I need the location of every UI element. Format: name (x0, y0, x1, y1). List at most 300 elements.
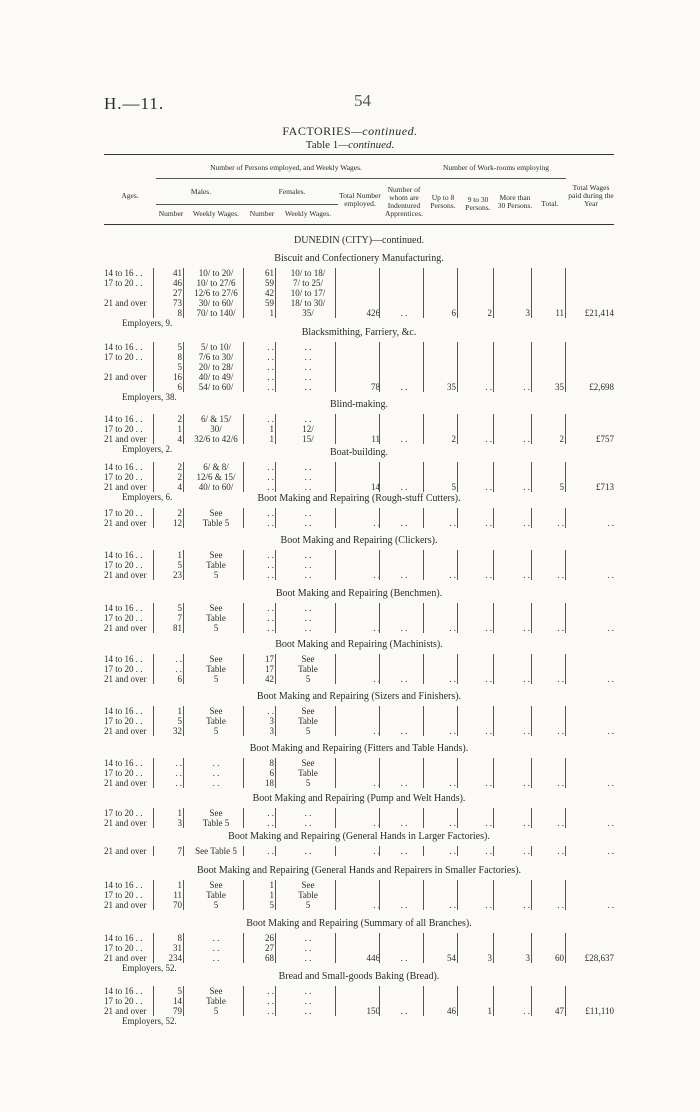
cell-tot: . . (373, 623, 380, 633)
table-row (104, 674, 614, 684)
cell-mw: 5 (213, 1006, 219, 1016)
column-rule (243, 880, 244, 910)
cell-m30: . . (523, 518, 530, 528)
cell-age: 21 and over (104, 623, 147, 633)
cell-age: 14 to 16 . . (104, 414, 143, 424)
column-rule (457, 414, 458, 444)
column-rule (423, 342, 424, 392)
column-rule (531, 414, 532, 444)
cell-t: 47 (555, 1006, 564, 1016)
column-rule (243, 603, 244, 633)
cell-mn: 2 (177, 414, 182, 424)
cell-age: 17 to 20 . . (104, 996, 143, 1006)
cell-wages: . . (607, 674, 614, 684)
column-rule (457, 462, 458, 492)
cell-fn: . . (267, 362, 274, 372)
cell-tot: . . (373, 726, 380, 736)
column-rule (335, 933, 336, 963)
table-row (104, 508, 614, 518)
cell-u8: 6 (451, 308, 456, 318)
cell-m30: . . (523, 778, 530, 788)
column-rule (493, 933, 494, 963)
cell-fw: 5 (305, 674, 311, 684)
table-row (104, 933, 614, 943)
column-rule (335, 414, 336, 444)
cell-n30: . . (485, 482, 492, 492)
column-rule (275, 986, 276, 1016)
cell-u8: . . (449, 818, 456, 828)
column-rule (457, 846, 458, 856)
employers-count: Employers, 38. (122, 392, 177, 402)
table-row (104, 482, 614, 492)
column-rule (531, 808, 532, 828)
column-rule (183, 603, 184, 633)
column-rule (379, 654, 380, 684)
cell-fn: . . (267, 818, 274, 828)
cell-mw: 5 (213, 726, 219, 736)
cell-m30: . . (523, 846, 530, 856)
cell-fn: 61 (265, 268, 274, 278)
cell-fw: . . (304, 352, 312, 362)
column-rule (275, 880, 276, 910)
cell-mw: 20/ to 28/ (198, 362, 234, 372)
table-row (104, 880, 614, 890)
cell-tot: . . (373, 818, 380, 828)
column-rule (153, 880, 154, 910)
cell-fw: 5 (305, 778, 311, 788)
nine-to-30-header: 9 to 30 Persons. (465, 195, 491, 212)
cell-n30: . . (485, 818, 492, 828)
cell-mw: 5 (213, 674, 219, 684)
column-rule (423, 654, 424, 684)
cell-fn: 17 (265, 664, 274, 674)
employers-count: Employers, 9. (122, 318, 173, 328)
column-rule (423, 550, 424, 580)
cell-mw: See (209, 986, 223, 996)
column-rule (493, 758, 494, 788)
cell-age: 17 to 20 . . (104, 613, 143, 623)
cell-mw: See (209, 808, 223, 818)
cell-age: 17 to 20 . . (104, 890, 143, 900)
cell-age: 17 to 20 . . (104, 508, 143, 518)
cell-tot: . . (373, 518, 380, 528)
cell-mw: . . (212, 778, 220, 788)
cell-t: . . (557, 674, 564, 684)
column-rule (335, 706, 336, 736)
column-rule (243, 550, 244, 580)
cell-mn: . . (175, 778, 182, 788)
cell-age: 17 to 20 . . (104, 352, 143, 362)
column-rule (457, 268, 458, 318)
cell-mw: 30/ (210, 424, 222, 434)
column-rule (423, 880, 424, 910)
cell-age: 17 to 20 . . (104, 664, 143, 674)
table-row (104, 550, 614, 560)
column-rule (565, 846, 566, 856)
cell-fn: 27 (265, 943, 274, 953)
column-rule (493, 603, 494, 633)
cell-mn: 5 (177, 603, 182, 613)
table-row (104, 298, 614, 308)
cell-mw: 5 (213, 570, 219, 580)
column-rule (457, 706, 458, 736)
table-row (104, 288, 614, 298)
column-rule (565, 986, 566, 1016)
cell-ind: . . (400, 308, 408, 318)
cell-mn: 11 (173, 890, 182, 900)
cell-mn: 32 (173, 726, 182, 736)
column-rule (493, 342, 494, 392)
cell-tot: 446 (366, 953, 380, 963)
column-rule (493, 706, 494, 736)
column-rule (531, 986, 532, 1016)
cell-age: 14 to 16 . . (104, 654, 143, 664)
column-rule (565, 268, 566, 318)
column-rule (423, 414, 424, 444)
column-rule (531, 758, 532, 788)
table-subtitle (0, 139, 700, 151)
column-rule (153, 933, 154, 963)
cell-fw: . . (304, 508, 312, 518)
cell-u8: 2 (451, 434, 456, 444)
column-rule (335, 508, 336, 528)
column-rule (153, 603, 154, 633)
cell-age: 21 and over (104, 482, 147, 492)
column-rule (379, 508, 380, 528)
cell-fn: 1 (269, 890, 274, 900)
column-rule (275, 706, 276, 736)
cell-age: 14 to 16 . . (104, 268, 143, 278)
cell-age: 17 to 20 . . (104, 808, 143, 818)
section-title: Boot Making and Repairing (Pump and Welt Hands). (252, 793, 466, 804)
cell-fw: . . (304, 382, 312, 392)
column-rule (243, 654, 244, 684)
cell-tot: 150 (366, 1006, 380, 1016)
cell-mw: 30/ to 60/ (198, 298, 234, 308)
column-rule (243, 268, 244, 318)
cell-mw: Table 5 (202, 818, 230, 828)
cell-ind: . . (400, 953, 408, 963)
cell-age: 14 to 16 . . (104, 550, 143, 560)
cell-mn: . . (175, 768, 182, 778)
total-wages-header: Total Wages paid during the Year (568, 183, 614, 208)
cell-mw: Table (206, 890, 226, 900)
cell-age: 14 to 16 . . (104, 706, 143, 716)
cell-age: 21 and over (104, 434, 147, 444)
cell-mw: . . (212, 953, 220, 963)
table-row (104, 434, 614, 444)
column-rule (493, 550, 494, 580)
cell-fn: . . (267, 986, 274, 996)
column-rule (335, 342, 336, 392)
cell-mn: 27 (173, 288, 182, 298)
cell-mn: 1 (177, 550, 182, 560)
column-rule (493, 654, 494, 684)
cell-wages: . . (607, 623, 614, 633)
cell-n30: 3 (487, 953, 492, 963)
cell-age: 21 and over (104, 372, 147, 382)
cell-fn: . . (267, 623, 274, 633)
cell-mn: 6 (177, 674, 182, 684)
cell-ind: . . (400, 900, 408, 910)
column-rule (423, 758, 424, 788)
cell-fn: 8 (269, 758, 274, 768)
table-row (104, 758, 614, 768)
page-series-code: H.—11. (104, 94, 165, 113)
column-rule (493, 508, 494, 528)
column-rule (379, 550, 380, 580)
column-rule (243, 758, 244, 788)
cell-u8: . . (449, 570, 456, 580)
cell-age: 14 to 16 . . (104, 603, 143, 613)
cell-fn: . . (267, 846, 274, 856)
column-rule (243, 462, 244, 492)
cell-n30: . . (485, 434, 492, 444)
cell-mn: 6 (177, 382, 182, 392)
table-row (104, 986, 614, 996)
column-rule (379, 603, 380, 633)
cell-fw: 10/ to 17/ (290, 288, 326, 298)
cell-wages: £713 (596, 482, 614, 492)
cell-fw: . . (304, 550, 312, 560)
cell-age: 21 and over (104, 1006, 147, 1016)
cell-mn: 12 (173, 518, 182, 528)
cell-wages: . . (607, 726, 614, 736)
cell-tot: . . (373, 900, 380, 910)
column-rule (183, 846, 184, 856)
table-row (104, 664, 614, 674)
column-rule (243, 808, 244, 828)
column-rule (243, 933, 244, 963)
cell-mn: 70 (173, 900, 182, 910)
column-rule (183, 706, 184, 736)
section-title: Boot Making and Repairing (Summary of all Branches). (246, 918, 472, 929)
cell-fn: . . (267, 808, 274, 818)
column-rule (423, 706, 424, 736)
cell-fw: Table (298, 768, 318, 778)
cell-mn: 7 (177, 846, 182, 856)
column-rule (153, 508, 154, 528)
city-heading: DUNEDIN (CITY)—continued. (294, 235, 424, 246)
page-title (0, 124, 700, 139)
cell-mn: 5 (177, 716, 182, 726)
cell-age: 21 and over (104, 846, 147, 856)
table-row (104, 623, 614, 633)
cell-t: . . (557, 778, 564, 788)
column-rule (153, 342, 154, 392)
cell-mn: 234 (168, 953, 182, 963)
cell-fn: . . (267, 613, 274, 623)
column-rule (275, 846, 276, 856)
cell-mn: 4 (177, 434, 182, 444)
cell-m30: . . (523, 434, 530, 444)
column-rule (531, 462, 532, 492)
cell-mw: Table (206, 613, 226, 623)
cell-fn: . . (267, 352, 274, 362)
cell-mn: 1 (177, 808, 182, 818)
cell-fw: . . (304, 1006, 312, 1016)
column-rule (531, 342, 532, 392)
cell-mn: 5 (177, 560, 182, 570)
cell-fw: . . (304, 943, 312, 953)
cell-mw: See Table 5 (195, 846, 237, 856)
cell-mn: 23 (173, 570, 182, 580)
table-row (104, 808, 614, 818)
cell-u8: 5 (451, 482, 456, 492)
cell-u8: . . (449, 900, 456, 910)
table-row (104, 953, 614, 963)
cell-wages: . . (607, 900, 614, 910)
cell-fn: 5 (269, 900, 274, 910)
cell-fw: . . (304, 560, 312, 570)
cell-tot: . . (373, 846, 380, 856)
cell-age: 17 to 20 . . (104, 943, 143, 953)
header-bottom-rule (104, 224, 614, 225)
cell-fw: 15/ (302, 434, 314, 444)
column-rule (243, 846, 244, 856)
column-rule (457, 758, 458, 788)
cell-u8: 46 (447, 1006, 456, 1016)
cell-fw: . . (304, 570, 312, 580)
cell-fn: . . (267, 603, 274, 613)
cell-m30: . . (523, 674, 530, 684)
employers-count: Employers, 2. (122, 444, 173, 454)
cell-fn: . . (267, 550, 274, 560)
table-row (104, 424, 614, 434)
column-rule (493, 880, 494, 910)
cell-mn: 5 (177, 986, 182, 996)
cell-age: 17 to 20 . . (104, 716, 143, 726)
cell-fn: . . (267, 1006, 274, 1016)
cell-mn: 8 (177, 933, 182, 943)
column-rule (379, 758, 380, 788)
column-rule (457, 342, 458, 392)
females-number-header: Number (249, 209, 275, 218)
cell-mn: 8 (177, 352, 182, 362)
females-header: Females. (278, 187, 306, 196)
header-rule-2 (156, 204, 338, 205)
table-row (104, 778, 614, 788)
cell-t: . . (557, 726, 564, 736)
cell-tot: 11 (371, 434, 380, 444)
cell-fn: 1 (269, 308, 274, 318)
cell-fw: Table (298, 664, 318, 674)
cell-m30: 3 (525, 308, 530, 318)
cell-age: 14 to 16 . . (104, 758, 143, 768)
cell-age: 17 to 20 . . (104, 768, 143, 778)
cell-fn: . . (267, 414, 274, 424)
column-rule (153, 550, 154, 580)
cell-m30: . . (523, 570, 530, 580)
cell-fn: . . (267, 382, 274, 392)
cell-fn: . . (267, 482, 274, 492)
column-rule (335, 880, 336, 910)
column-rule (379, 414, 380, 444)
cell-ind: . . (400, 1006, 408, 1016)
cell-mn: 2 (177, 472, 182, 482)
cell-mn: . . (175, 654, 182, 664)
column-rule (153, 758, 154, 788)
column-rule (183, 808, 184, 828)
cell-fw: . . (304, 953, 312, 963)
cell-t: . . (557, 846, 564, 856)
table-row (104, 518, 614, 528)
column-rule (423, 808, 424, 828)
table-row (104, 414, 614, 424)
cell-age: 21 and over (104, 674, 147, 684)
cell-ind: . . (400, 623, 408, 633)
cell-mn: 14 (173, 996, 182, 1006)
cell-mw: 7/6 to 30/ (198, 352, 234, 362)
table-row (104, 268, 614, 278)
column-rule (531, 268, 532, 318)
column-rule (423, 268, 424, 318)
cell-fn: . . (267, 462, 274, 472)
column-rule (335, 462, 336, 492)
indentured-header: Number of whom are Indentured Apprentices. (384, 185, 424, 218)
cell-mw: See (209, 880, 223, 890)
cell-age: 21 and over (104, 778, 147, 788)
more-than-30-header: More than 30 Persons. (497, 193, 533, 210)
cell-n30: . . (485, 674, 492, 684)
cell-u8: 54 (447, 953, 456, 963)
cell-t: 35 (555, 382, 564, 392)
column-rule (423, 933, 424, 963)
column-rule (423, 986, 424, 1016)
cell-fn: 1 (269, 880, 274, 890)
column-rule (379, 986, 380, 1016)
cell-age: 14 to 16 . . (104, 880, 143, 890)
cell-fw: 5 (305, 726, 311, 736)
column-rule (275, 933, 276, 963)
cell-mn: 73 (173, 298, 182, 308)
column-rule (423, 508, 424, 528)
cell-n30: 2 (487, 308, 492, 318)
column-rule (275, 342, 276, 392)
column-rule (565, 550, 566, 580)
cell-mn: 46 (173, 278, 182, 288)
cell-age: 21 and over (104, 518, 147, 528)
cell-n30: . . (485, 570, 492, 580)
column-rule (335, 654, 336, 684)
cell-fn: 68 (265, 953, 274, 963)
column-rule (275, 603, 276, 633)
cell-age: 17 to 20 . . (104, 560, 143, 570)
cell-mw: 70/ to 140/ (196, 308, 236, 318)
cell-fn: . . (267, 472, 274, 482)
cell-u8: . . (449, 518, 456, 528)
column-rule (379, 706, 380, 736)
cell-t: 5 (559, 482, 564, 492)
column-rule (183, 933, 184, 963)
cell-fw: . . (304, 613, 312, 623)
cell-tot: . . (373, 570, 380, 580)
cell-fn: 18 (265, 778, 274, 788)
column-rule (457, 933, 458, 963)
cell-tot: . . (373, 674, 380, 684)
employers-count: Employers, 52. (122, 1016, 177, 1026)
cell-fw: 10/ to 18/ (290, 268, 326, 278)
table-row (104, 362, 614, 372)
cell-fn: 3 (269, 726, 274, 736)
cell-u8: . . (449, 846, 456, 856)
females-wages-header: Weekly Wages. (284, 209, 332, 218)
cell-age: 17 to 20 . . (104, 472, 143, 482)
column-rule (335, 603, 336, 633)
cell-fn: . . (267, 570, 274, 580)
column-rule (183, 758, 184, 788)
cell-mw: 6/ & 15/ (200, 414, 231, 424)
